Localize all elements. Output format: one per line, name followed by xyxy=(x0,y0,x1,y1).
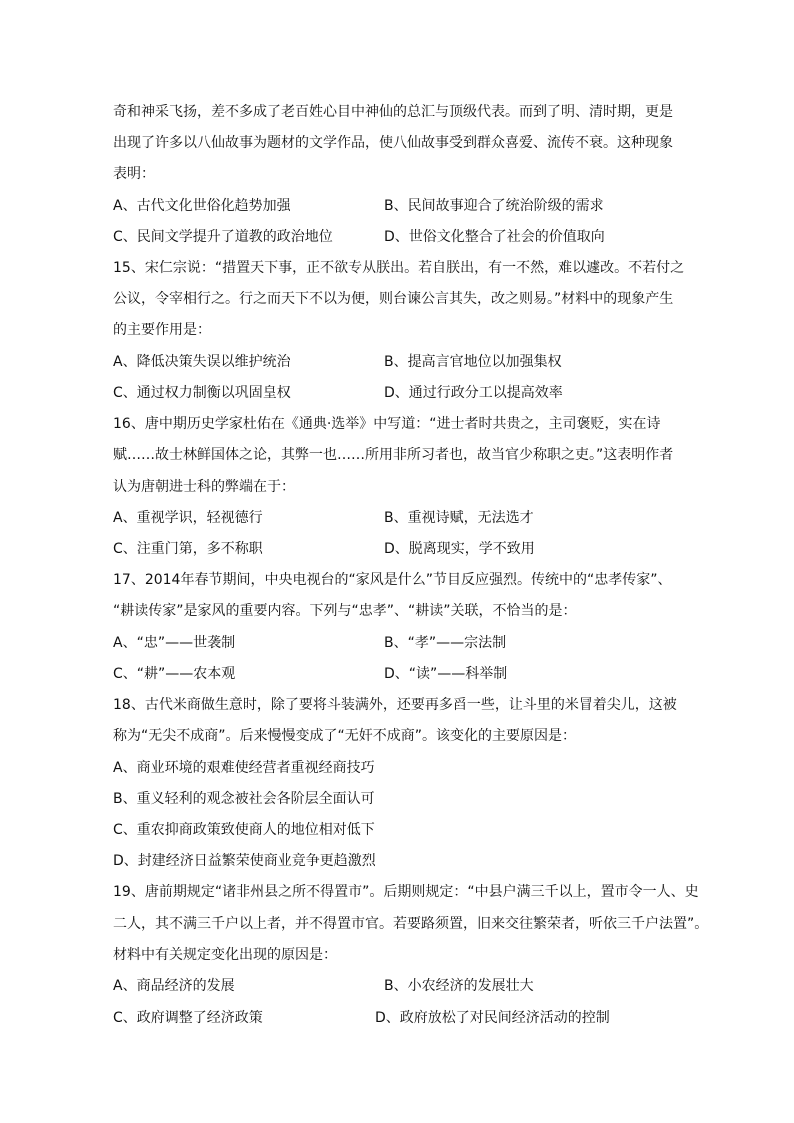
q18-option-d: D、封建经济日益繁荣使商业竞争更趋激烈 xyxy=(113,853,376,869)
q18-option-a: A、商业环境的艰难使经营者重视经商技巧 xyxy=(113,760,375,776)
q15-option-c: C、通过权力制衡以巩固皇权 xyxy=(113,385,291,401)
q19-option-d: D、政府放松了对民间经济活动的控制 xyxy=(375,1010,610,1026)
q16-option-c: C、注重门第，多不称职 xyxy=(113,541,263,557)
q19-option-c: C、政府调整了经济政策 xyxy=(113,1010,263,1026)
q17-line-2: “耕读传家”是家风的重要内容。下列与“忠孝”、“耕读”关联，不恰当的是： xyxy=(113,603,577,619)
q16-option-b: B、重视诗赋，无法选才 xyxy=(384,510,534,526)
q16-line-2: 赋……故士林鲜国体之论，其弊一也……所用非所习者也，故当官少称职之吏。”这表明作者 xyxy=(113,447,674,463)
q19-line-3: 材料中有关规定变化出现的原因是： xyxy=(113,947,337,963)
intro-option-c: C、民间文学提升了道教的政治地位 xyxy=(113,229,333,245)
q19-option-b: B、小农经济的发展壮大 xyxy=(384,978,534,994)
q15-line-1: 15、宋仁宗说：“措置天下事，正不欲专从朕出。若自朕出，有一不然，难以遽改。不若付之 xyxy=(113,260,685,276)
q19-line-1: 19、唐前期规定“诸非州县之所不得置市”。后期则规定：“中县户满三千以上，置市令一人、史 xyxy=(113,884,699,900)
q17-option-a: A、“忠”——世袭制 xyxy=(113,635,236,651)
q15-line-2: 公议，令宰相行之。行之而天下不以为便，则台谏公言其失，改之则易。”材料中的现象产生 xyxy=(113,291,674,307)
q19-line-2: 二人，其不满三千户以上者，并不得置市官。若要路须置，旧来交往繁荣者，听依三千户法置”。 xyxy=(113,916,709,932)
q15-option-a: A、降低决策失误以维护统治 xyxy=(113,354,291,370)
q16-line-3: 认为唐朝进士科的弊端在于： xyxy=(113,479,295,495)
q18-line-2: 称为“无尖不成商”。后来慢慢变成了“无奸不成商”。该变化的主要原因是： xyxy=(113,728,577,744)
q19-option-a: A、商品经济的发展 xyxy=(113,978,235,994)
intro-line-3: 表明： xyxy=(113,166,155,182)
intro-option-b: B、民间故事迎合了统治阶级的需求 xyxy=(384,198,604,214)
q15-line-3: 的主要作用是： xyxy=(113,322,211,338)
intro-line-2: 出现了许多以八仙故事为题材的文学作品，使八仙故事受到群众喜爱、流传不衰。这种现象 xyxy=(113,135,673,151)
q16-option-d: D、脱离现实，学不致用 xyxy=(384,541,535,557)
intro-option-d: D、世俗文化整合了社会的价值取向 xyxy=(384,229,605,245)
q17-option-b: B、“孝”——宗法制 xyxy=(384,635,507,651)
q18-option-b: B、重义轻利的观念被社会各阶层全面认可 xyxy=(113,791,375,807)
q17-option-c: C、“耕”——农本观 xyxy=(113,666,236,682)
q15-option-d: D、通过行政分工以提高效率 xyxy=(384,385,563,401)
q16-line-1: 16、唐中期历史学家杜佑在《通典·选举》中写道：“进士者时共贵之，主司褒贬，实在诗 xyxy=(113,416,661,432)
q16-option-a: A、重视学识，轻视德行 xyxy=(113,510,263,526)
q17-line-1: 17、2014年春节期间，中央电视台的“家风是什么”节目反应强烈。传统中的“忠孝传家”、 xyxy=(113,572,672,588)
intro-line-1: 奇和神采飞扬，差不多成了老百姓心目中神仙的总汇与顶级代表。而到了明、清时期，更是 xyxy=(113,104,673,120)
q17-option-d: D、“读”——科举制 xyxy=(384,666,508,682)
q18-line-1: 18、古代米商做生意时，除了要将斗装满外，还要再多舀一些，让斗里的米冒着尖儿，这被 xyxy=(113,697,677,713)
q15-option-b: B、提高言官地位以加强集权 xyxy=(384,354,562,370)
q18-option-c: C、重农抑商政策致使商人的地位相对低下 xyxy=(113,822,375,838)
intro-option-a: A、古代文化世俗化趋势加强 xyxy=(113,198,291,214)
